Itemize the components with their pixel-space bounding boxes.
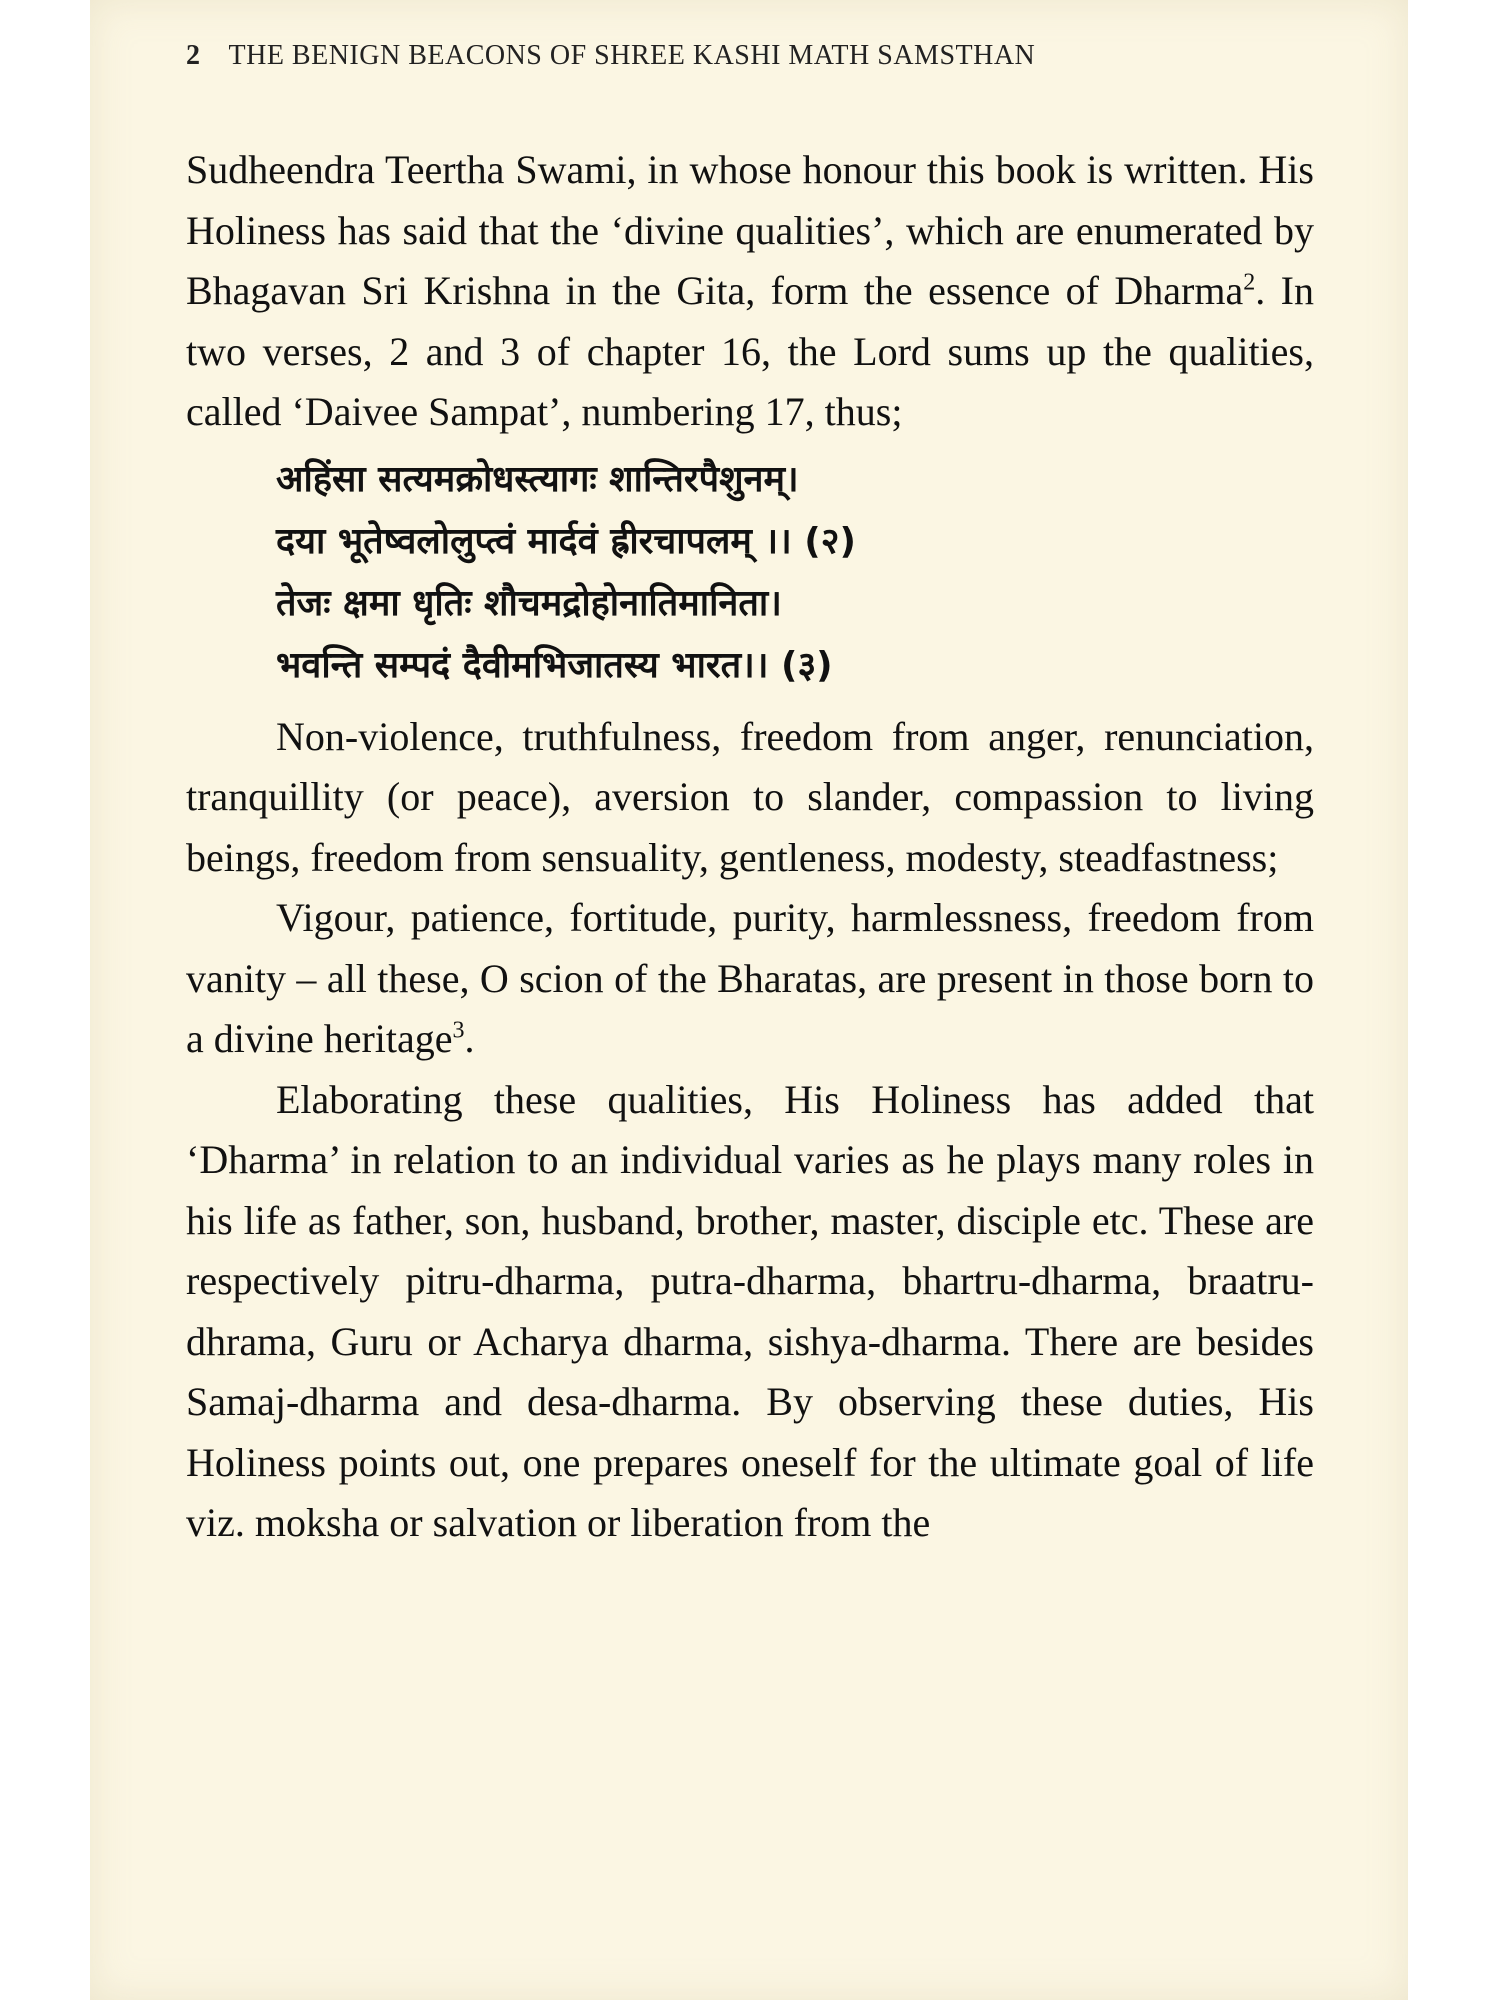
book-page	[90, 0, 1408, 2000]
translation-paragraph-2: Vigour, patience, fortitude, purity, harmlessness, freedom from vanity – all these, O scion of the Bharatas, are present in those born to a divine heritage$^3$.	[186, 895, 1314, 1061]
sanskrit-verse	[276, 449, 1314, 697]
running-title: THE BENIGN BEACONS OF SHREE KASHI MATH SAMSTHAN	[228, 40, 1036, 71]
verse-line-1: अहिंसा सत्यमक्रोधस्त्यागः शान्तिरपैशुनम्।	[276, 458, 799, 500]
intro-paragraph: Sudheendra Teertha Swami, in whose honour this book is written. His Holiness has said that the ‘divine qualities’, which are enumerated by Bhagavan Sri Krishna in the Gita, form the essence of Dharma$^2$. In two verses, 2 and 3 of chapter 16, the Lord sums up the qualities, called ‘Daivee Sampat’, numbering 17, thus;	[186, 147, 1314, 434]
elaboration-paragraph: Elaborating these qualities, His Holiness has added that ‘Dharma’ in relation to an individual varies as he plays many roles in his life as father, son, husband, brother, master, disciple etc. These are respectively pitru-dharma, putra-dharma, bhartru-dharma, braatru-dhrama, Guru or Acharya dharma, sishya-dharma. There are besides Samaj-dharma and desa-dharma. By observing these duties, His Holiness points out, one prepares oneself for the ultimate goal of life viz. moksha or salvation or liberation from the	[186, 1076, 1314, 1545]
verse-line-3: तेजः क्षमा धृतिः शौचमद्रोहोनातिमानिता।	[276, 582, 782, 624]
translation-paragraph-1: Non-violence, truthfulness, freedom from anger, renunciation, tranquillity (or peace), aversion to slander, compassion to living beings, freedom from sensuality, gentleness, modesty, steadfastness;	[186, 713, 1314, 880]
page-body	[186, 140, 1314, 1554]
footnote-ref-3: 3	[452, 1017, 465, 1044]
verse-line-2: दया भूतेष्वलोलुप्त्वं मार्दवं ह्रीरचापलम् ।। (२)	[276, 520, 856, 562]
verse-line-4: भवन्ति सम्पदं दैवीमभिजातस्य भारत।। (३)	[276, 644, 833, 686]
page-number: 2	[186, 40, 201, 71]
running-header	[186, 40, 1035, 72]
footnote-ref-2: 2	[1243, 269, 1256, 296]
